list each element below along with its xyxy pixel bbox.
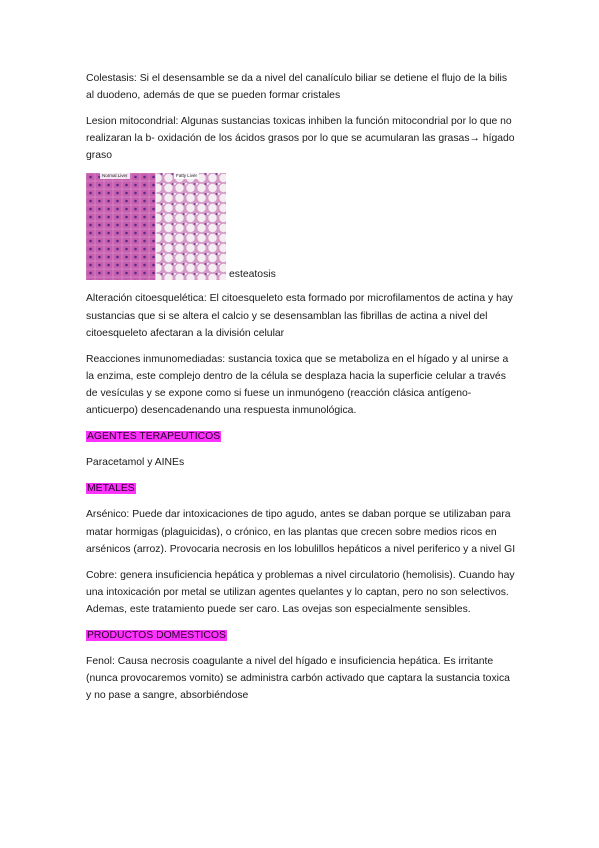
paragraph-cobre: Cobre: genera insuficiencia hepática y problemas a nivel circulatorio (hemolisis). Cuando hay una intoxicación por metal se utilizan agentes quelantes y lo captan, pero no son selectivos. Ademas, este tratamiento puede ser caro. Las ovejas son especialmente sensibles.	[86, 569, 515, 615]
highlight-agentes: AGENTES TERAPEUTICOS	[87, 431, 221, 443]
fatty-liver-label: Fatty Liver	[176, 173, 198, 179]
paragraph-arsenico: Arsénico: Puede dar intoxicaciones de tipo agudo, antes se daban porque se utilizaban para matar hormigas (plaguicidas), o crónico, en las plantas que crecen sobre medios ricos en arsénicos (arroz). Provocaria necrosis en los lobulillos hepáticos a nivel periferico y a nivel GI	[86, 509, 516, 555]
figure-caption: esteatosis	[229, 269, 276, 281]
paragraph-fenol: Fenol: Causa necrosis coagulante a nivel del hígado e insuficiencia hepática. Es irritante (nunca provocaremos vomito) se administra carbón activado que captara la sustancia toxica y no pase a sangre, absorbiéndose	[86, 656, 510, 702]
paragraph-lesion-mitocondrial: Lesion mitocondrial: Algunas sustancias toxicas inhiben la función mitocondrial por lo que no realizaran la b- oxidación de los ácidos grasos por lo que se acumularan las grasas→ hígado graso	[86, 116, 515, 162]
paragraph-reacciones-inmunomediadas: Reacciones inmunomediadas: sustancia toxica que se metaboliza en el hígado y al unirse a la enzima, este complejo dentro de la célula se desplaza hacia la superficie celular a través de vesículas y se expone como si fuese un inmunógeno (reacción clásica antígeno-anticuerpo) desencadenando una respuesta inmunológica.	[86, 353, 509, 417]
paragraph-paracetamol: Paracetamol y AINEs	[86, 457, 185, 469]
highlight-metales: METALES	[87, 483, 135, 495]
heading-productos-domesticos	[86, 627, 516, 644]
paragraph-alteracion-citoesqueletica: Alteración citoesquelética: El citoesqueleto esta formado por microfilamentos de actina y hay sustancias que si se altera el calcio y se desensamblan las fibrillas de actina a nivel del citoesqueleto afectaran a la división celular	[86, 293, 513, 339]
heading-metales	[86, 480, 516, 497]
figure-row	[86, 173, 516, 280]
paragraph-colestasis: Colestasis: Si el desensamble se da a nivel del canalículo biliar se detiene el flujo de la bilis al duodeno, además de que se pueden formar cristales	[86, 73, 508, 102]
heading-agentes-terapeuticos	[86, 428, 516, 445]
highlight-productos: PRODUCTOS DOMESTICOS	[87, 629, 226, 641]
document-body	[86, 70, 516, 713]
liver-histology-image	[86, 173, 226, 280]
liver-histology-svg	[86, 173, 226, 280]
normal-liver-label: Normal Liver	[102, 173, 128, 179]
